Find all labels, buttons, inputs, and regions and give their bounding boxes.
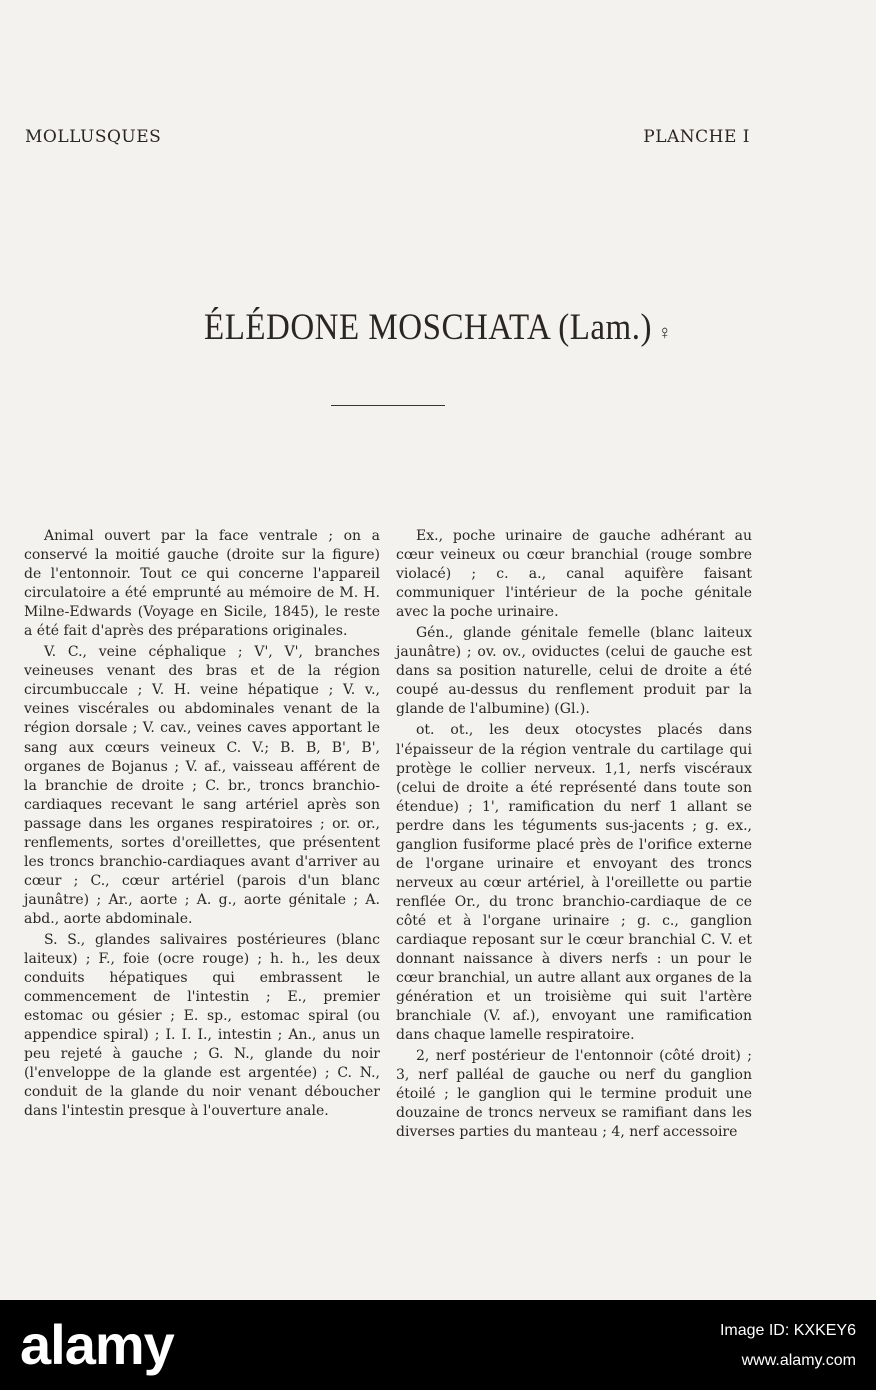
image-id: Image ID: KXKEY6 — [719, 1322, 856, 1339]
alamy-logo: alamy — [20, 1313, 174, 1376]
left-column — [24, 527, 380, 1123]
paragraph: Animal ouvert par la face ventrale ; on a conservé la moitié gauche (droite sur la figure) de l'entonnoir. Tout ce qui concerne l'appareil circulatoire a été emprunté au mémoire de M. H. Milne-Edwards (Voyage en Sicile, 1845), le reste a été fait d'après des préparations originales. — [24, 528, 380, 640]
right-column — [396, 527, 752, 1145]
site-url: www.alamy.com — [741, 1352, 856, 1369]
paragraph: ot. ot., les deux otocystes placés dans l'épaisseur de la région ventrale du cartilage qui protège le collier nerveux. 1,1, nerfs viscéraux (celui de droite a été représenté dans toute son étendue) ; 1', ramification du nerf 1 allant se perdre dans les téguments sus-jacents ; g. ex., ganglion fusiforme placé près de l'orifice externe de l'organe urinaire et envoyant des troncs nerveux au cœur artériel, à l'oreillette ou partie renflée Or., du tronc branchio-cardiaque de ce côté et à l'organe urinaire ; g. c., ganglion cardiaque reposant sur le cœur branchial C. V. et donnant naissance à divers nerfs : un pour le cœur branchial, un autre allant aux organes de la génération et un troisième qui suit l'artère branchiale (V. af.), envoyant une ramification dans chaque lamelle respiratoire. — [396, 722, 752, 1044]
running-header-right: PLANCHE I — [643, 127, 750, 147]
paragraph: Gén., glande génitale femelle (blanc laiteux jaunâtre) ; ov. ov., oviductes (celui de gauche est dans sa position naturelle, celui de droite a été coupé au-dessus du renflement produit par la glande de l'albumine) (Gl.). — [396, 625, 752, 718]
page-title — [0, 308, 876, 349]
paragraph: 2, nerf postérieur de l'entonnoir (côté droit) ; 3, nerf palléal de gauche ou nerf du ganglion étoilé ; le ganglion qui le termine produit une douzaine de troncs nerveux se ramifiant dans les diverses parties du manteau ; 4, nerf accessoire — [396, 1048, 752, 1141]
paragraph: S. S., glandes salivaires postérieures (blanc laiteux) ; F., foie (ocre rouge) ; h. h., les deux conduits hépatiques qui embrassent le commencement de l'intestin ; E., premier estomac ou gésier ; E. sp., estomac spiral (ou appendice spiral) ; I. I. I., intestin ; An., anus un peu rejeté à gauche ; G. N., glande du noir (l'enveloppe de la glande est argentée) ; C. N., conduit de la glande du noir venant déboucher dans l'intestin presque à l'ouverture anale. — [24, 931, 380, 1120]
paragraph: V. C., veine céphalique ; V', V', branches veineuses venant des bras et de la région circumbuccale ; V. H. veine hépatique ; V. v., veines viscérales ou abdominales venant de la région dorsale ; V. cav., veines caves apportant le sang aux cœurs veineux C. V.; B. B, B', B', organes de Bojanus ; V. af., vaisseau afférent de la branchie de droite ; C. br., troncs branchio-cardiaques recevant le sang artériel après son passage dans les organes respiratoires ; or. or., renflements, sortes d'oreillettes, que présentent les troncs branchio-cardiaques avant d'arriver au cœur ; C., cœur artériel (parois d'un blanc jaunâtre) ; Ar., aorte ; A. g., aorte génitale ; A. abd., aorte abdominale. — [24, 644, 380, 927]
female-symbol: ♀ — [657, 321, 672, 344]
running-header-left: MOLLUSQUES — [25, 127, 162, 147]
title-text: ÉLÉDONE MOSCHATA (Lam.) — [204, 307, 652, 349]
title-rule — [331, 405, 445, 406]
paragraph: Ex., poche urinaire de gauche adhérant au cœur veineux ou cœur branchial (rouge sombre violacé) ; c. a., canal aquifère faisant communiquer l'intérieur de la poche génitale avec la poche urinaire. — [396, 528, 752, 621]
